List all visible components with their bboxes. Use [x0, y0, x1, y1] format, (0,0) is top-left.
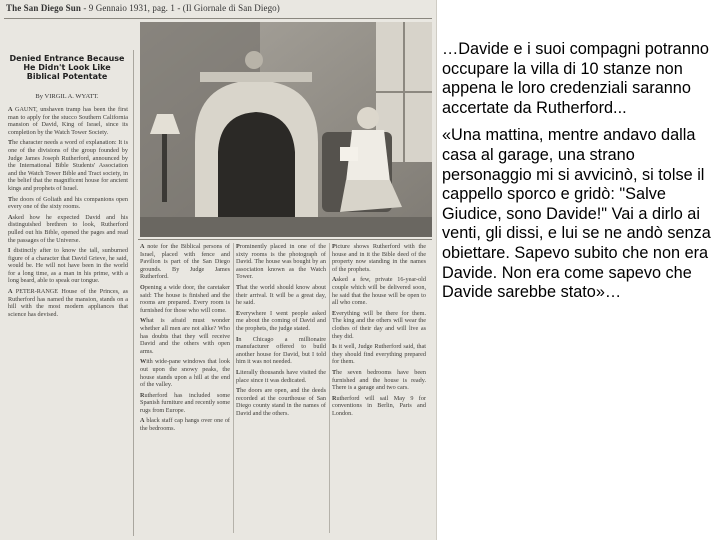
mantel-ornament [245, 51, 263, 69]
article-headline: Denied Entrance Because He Didn't Look Like Biblical Potentate [9, 54, 125, 81]
newspaper-photo [140, 22, 432, 237]
article-column-4 [332, 243, 426, 533]
masthead-paper: The San Diego Sun [6, 3, 81, 13]
article-paragraph: A note for the Biblical persons of Israel, placed with fence and Pavilion is part of the San Diego grounds. By Judge James Rutherford. [140, 243, 230, 281]
article-column-2 [140, 243, 230, 533]
mantel [200, 72, 312, 82]
article-paragraph: I distinctly after to know the tall, sunburned figure of a character that David Grieve, he said, would be. He will not have been in the world for a long time, as a man in his prime, with a long beard, able to speak our tongue. [8, 247, 128, 285]
column-divider [233, 243, 234, 533]
article-paragraph: A GAUNT, unshaven tramp has been the first man to apply for the stucco Southern California mansion of David, King of Israel, since its completion by the Watch Tower Society. [8, 106, 128, 136]
article-paragraph: Is it well, Judge Rutherford said, that they should find everything prepared for them. [332, 343, 426, 366]
article-paragraph: The doors of Goliath and his companions open every one of the sixty rooms. [8, 195, 128, 211]
article-paragraph: That the world should know about their arrival. It will be a great day, he said. [236, 283, 326, 307]
article-paragraph: A black staff cap hangs over one of the bedrooms. [140, 417, 230, 433]
article-paragraph: Everywhere I went people asked me about the coming of David and the prophets, the judge stated. [236, 309, 326, 332]
photo-illustration [140, 22, 432, 237]
article-paragraph: The character needs a word of explanation: It is one of the divisions of the group founded by Judge James Joseph Rutherford, announced by the International Bible Students' Association and the Watch Tower Bible and Tract society, in the belief that the magnificent house for ancient kings and prophets of Israel. [8, 139, 128, 192]
article-paragraph: The doors are open, and the deeds recorded at the courthouse of San Diego county stand in the names of David and the others. [236, 387, 326, 417]
column-divider [133, 50, 134, 536]
lamp-stand [162, 132, 167, 202]
photo-rule [138, 239, 432, 240]
article-paragraph: In Chicago a millionaire manufacturer offered to build another house for David, but I told him it was not needed. [236, 335, 326, 366]
column-divider [329, 243, 330, 533]
newspaper-masthead [6, 3, 430, 17]
italian-text-panel [442, 40, 714, 311]
article-paragraph: Rutherford has included some Spanish furniture and recently some rugs from Europe. [140, 391, 230, 414]
article-byline: By VIRGIL A. WYATT. [35, 93, 99, 100]
article-paragraph: Prominently placed in one of the sixty rooms is the photograph of David. The house was bought by an association known as the Watch Tower. [236, 243, 326, 281]
article-paragraph: The seven bedrooms have been furnished and the house is ready. There is a garage and two cars. [332, 368, 426, 392]
article-paragraph: Picture shows Rutherford with the house and in it the Bible deed of the property now standing in the names of the prophets. [332, 243, 426, 273]
floor [140, 217, 432, 237]
panel-paragraph-1: …Davide e i suoi compagni potranno occupare la villa di 10 stanze non appena le loro credenziali saranno accertate da Rutherford... [442, 40, 709, 117]
panel-paragraph-2: «Una mattina, mentre andavo dalla casa al garage, una strano personaggio mi si avvicinò, si tolse il cappello sporco e gridò: "Salve Giudice, sono Davide!" Vai a dirlo ai venti, gli dissi, e lui se ne andò senza obiettare. Sapevo subito che non era Davide. Non era come sapevo che Davide sarebbe stato»… [442, 126, 711, 302]
article-paragraph: Everything will be there for them. The king and the others will wear the clothes of their day and will live as they did. [332, 309, 426, 340]
article-paragraph: Asked how he expected David and his distinguished brethren to look, Rutherford pulled out his Bible, opened the pages and read the passages of the Universe. [8, 213, 128, 244]
book [340, 147, 358, 161]
article-column-3 [236, 243, 326, 533]
article-paragraph: Rutherford will sail May 9 for conventions in Berlin, Paris and London. [332, 394, 426, 417]
article-paragraph: Opening a wide door, the caretaker said: The house is finished and the rooms are prepared. Every room is furnished for those who will come. [140, 283, 230, 314]
article-paragraph: A PETER-RANGE House of the Princes, as Rutherford has named the mansion, stands on a hill with the most modern appliances that science has devised. [8, 288, 128, 318]
masthead-note: - (Il Giornale di San Diego) [177, 3, 280, 13]
article-paragraph: What is afraid must wonder whether all men are not alike? Who has doubts that they will receive David and the others with open arms. [140, 317, 230, 355]
article-column-1 [8, 106, 128, 536]
masthead-rule [4, 18, 432, 19]
article-paragraph: Asked a few, private 16-year-old couple which will be delivered soon, he said that the house will be open to all who come. [332, 276, 426, 307]
article-paragraph: Literally thousands have visited the place since it was dedicated. [236, 368, 326, 384]
article-paragraph: With wide-pane windows that look out upon the snowy peaks, the house stands upon a hill at the end of the valley. [140, 358, 230, 389]
man-head [357, 107, 379, 129]
masthead-date: - 9 Gennaio 1931, pag. 1 [83, 3, 175, 13]
